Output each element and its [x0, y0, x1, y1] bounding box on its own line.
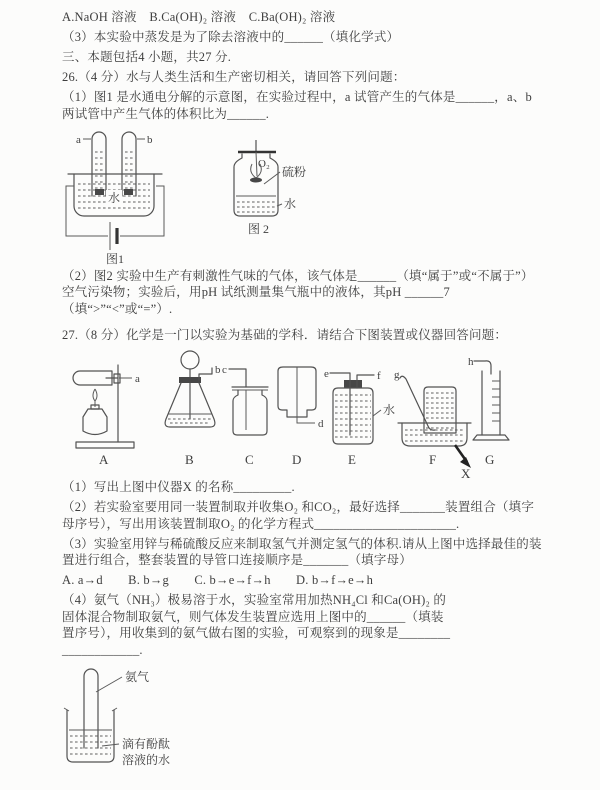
- electrolysis-trough-icon: [68, 174, 162, 216]
- fig1-water-label: 水: [108, 190, 121, 205]
- apparatus-e-washing-bottle-icon: [330, 373, 374, 444]
- fig2-oxygen-label: O₂: [258, 157, 270, 170]
- figure-row-26: [62, 126, 582, 266]
- fig1-port-a-label: a: [76, 133, 81, 146]
- fig2-water-label: 水: [284, 196, 297, 211]
- test-tube-b-icon: [122, 132, 136, 196]
- fig1-caption: 图1: [106, 251, 125, 266]
- apparatus-letter-f: F: [429, 452, 437, 467]
- apparatus-letter-b: B: [185, 452, 194, 467]
- apparatus-letter-a: A: [99, 452, 109, 467]
- sulfur-combustion-diagram: [230, 140, 325, 236]
- port-g-label: g: [394, 369, 400, 381]
- ammonia-experiment-diagram: [62, 662, 287, 790]
- apparatus-x-label: X: [461, 466, 471, 479]
- question-27-part1: （1）写出上图中仪器X 的名称_________.: [62, 480, 295, 494]
- apparatus-c-collection-bottle-icon: [229, 369, 268, 435]
- port-c-label: c: [222, 364, 227, 376]
- port-f-label: f: [377, 370, 381, 382]
- port-h-label: h: [468, 356, 474, 368]
- test-tube-a-icon: [92, 132, 106, 196]
- apparatus-d-inverted-bottle-icon: [278, 367, 316, 423]
- phenolphthalein-label-line1: 滴有酚酞: [122, 736, 171, 751]
- apparatus-letter-d: D: [292, 452, 302, 467]
- apparatus-letter-e: E: [348, 452, 356, 467]
- port-e-label: e: [324, 368, 329, 380]
- beaker-icon: [64, 708, 117, 762]
- section-3-header: 三、本题包括4 小题，共27 分.: [62, 50, 232, 64]
- question-27-header: 27.（8 分）化学是一门以实验为基础的学科．请结合下图装置或仪器回答问题：: [62, 328, 508, 342]
- port-a-label: a: [135, 373, 140, 385]
- question-26-part1: （1）图1 是水通电分解的示意图，在实验过程中，a 试管产生的气体是______，a、b 两试管中产生气体的体积比为______.: [62, 90, 532, 121]
- electrolysis-diagram: [62, 126, 174, 266]
- question-27-part2: （2）若实验室要用同一装置制取并收集O₂ 和CO₂，最好选择_______装置组合（填字母序号），写出用该装置制取O₂ 的化学方程式______________________.: [62, 500, 535, 531]
- fig1-port-b-label: b: [147, 133, 153, 146]
- apparatus-water-label: 水: [383, 403, 396, 417]
- question-3-evaporation: （3）本实验中蒸发是为了除去溶液中的______（填化学式）: [62, 30, 400, 44]
- fig2-sulfur-label: 硫粉: [282, 164, 307, 179]
- question-27-part3-options: A. a→d B. b→g C. b→e→f→h D. b→f→e→h: [62, 573, 374, 587]
- port-b-label: b: [215, 364, 221, 376]
- question-26-part2: （2）图2 实验中生产有刺激性气味的气体，该气体是______（填“属于”或“不属于”）空气污染物；实验后，用pH 试纸测量集气瓶中的液体，其pH ______7（填“>”“<”或“=”）.: [62, 268, 534, 316]
- question-27-part4: （4）氨气（NH₃）极易溶于水，实验室常用加热NH₄Cl 和Ca(OH)₂ 的固体混合物制取氨气，则气体发生装置应选用上图中的______（填装置序号），用收集到的氨气做右图的实验，可观察到的现象是____________________.: [62, 593, 451, 657]
- port-d-label: d: [318, 418, 324, 430]
- question-26-header: 26.（4 分）水与人类生活和生产密切相关，请回答下列问题：: [62, 70, 406, 84]
- apparatus-letter-g: G: [485, 452, 495, 467]
- apparatus-diagram: [62, 347, 550, 479]
- question-27-part3: （3）实验室用锌与稀硫酸反应来制取氢气并测定氢气的体积.请从上图中选择最佳的装置进行组合，整套装置的导管口连接顺序是_______（填字母）: [62, 536, 542, 567]
- fig2-caption: 图 2: [248, 221, 270, 236]
- apparatus-a-heating-setup-icon: [73, 365, 134, 448]
- apparatus-letter-c: C: [245, 452, 254, 467]
- answer-options-abc: A.NaOH 溶液 B.Ca(OH)₂ 溶液 C.Ba(OH)₂ 溶液: [62, 10, 336, 24]
- phenolphthalein-label-line2: 溶液的水: [122, 752, 171, 767]
- apparatus-g-measuring-cylinder-icon: [473, 361, 509, 440]
- ammonia-gas-label: 氨气: [125, 669, 150, 684]
- apparatus-b-flask-icon: [165, 351, 215, 427]
